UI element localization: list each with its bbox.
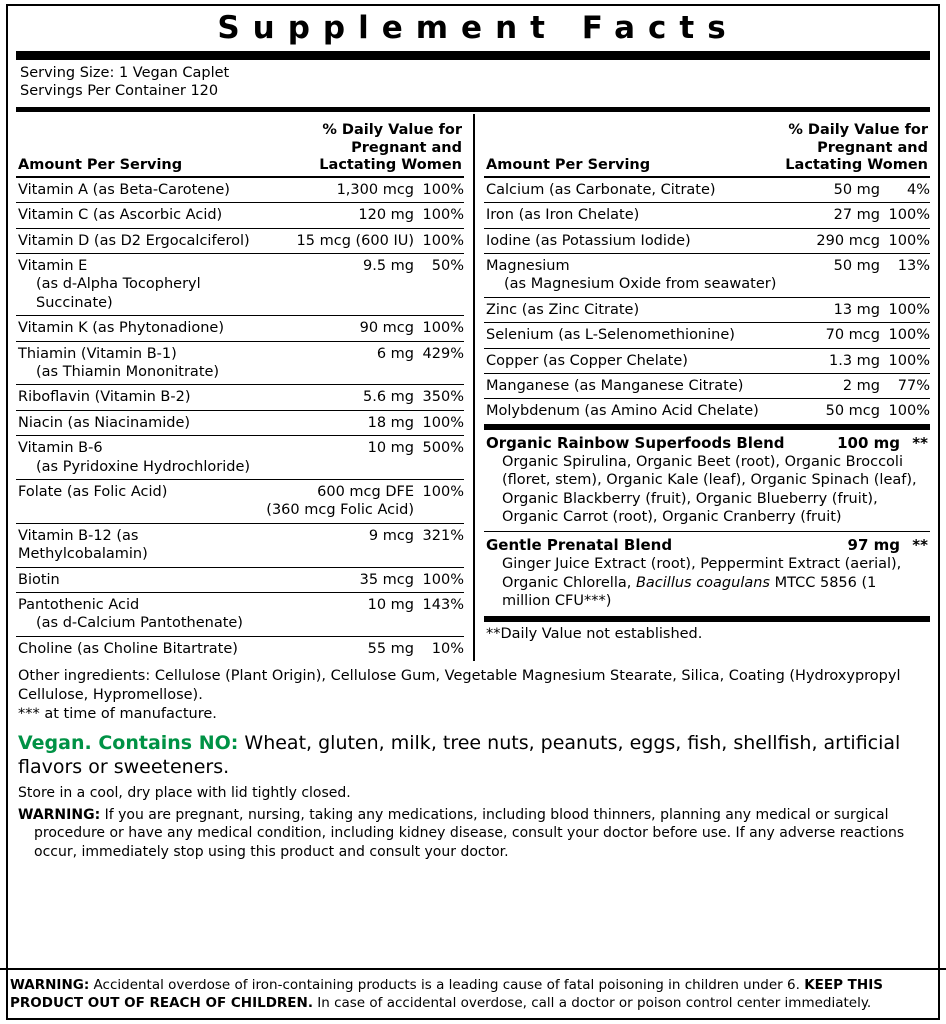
nutrient-daily-value: 321% <box>414 523 464 567</box>
table-row <box>484 253 930 297</box>
nutrient-table-left <box>16 176 464 662</box>
table-row <box>16 480 464 524</box>
nutrient-daily-value: 350% <box>414 385 464 410</box>
nutrient-daily-value: 100% <box>880 348 930 373</box>
nutrient-name: Vitamin D (as D2 Ergocalciferol) <box>16 228 264 253</box>
table-row <box>16 636 464 661</box>
iron-warning-keep-out: KEEP THIS PRODUCT OUT OF REACH OF CHILDREN. <box>10 976 883 1011</box>
general-warning-text: If you are pregnant, nursing, taking any medications, including blood thinners, planning any medical or surgical procedure or have any medical condition, including kidney disease, consult your doctor before use. If any adverse reactions occur, immediately stop using this product and consult your doctor. <box>34 806 905 860</box>
nutrient-name: Vitamin A (as Beta-Carotene) <box>16 177 264 203</box>
table-row <box>16 177 464 203</box>
nutrient-amount: 90 mcg <box>264 316 414 341</box>
amount-per-serving-label-left: Amount Per Serving <box>18 156 183 173</box>
supplement-facts-panel <box>6 4 940 1020</box>
nutrition-column-right <box>473 114 930 662</box>
nutrient-name: Zinc (as Zinc Citrate) <box>484 297 807 322</box>
nutrient-source: (as Thiamin Mononitrate) <box>36 363 220 380</box>
column-header-left <box>16 114 464 176</box>
page-title: Supplement Facts <box>217 10 739 46</box>
nutrient-name: Vitamin B-6 (as Pyridoxine Hydrochloride) <box>16 436 264 480</box>
nutrient-name: Manganese (as Manganese Citrate) <box>484 373 807 398</box>
table-row <box>16 436 464 480</box>
nutrient-daily-value: 100% <box>414 567 464 592</box>
nutrient-amount: 27 mg <box>807 203 880 228</box>
nutrient-daily-value: 100% <box>414 410 464 435</box>
nutrient-amount: 50 mg <box>807 177 880 203</box>
table-row <box>484 348 930 373</box>
nutrient-amount: 15 mcg (600 IU) <box>264 228 414 253</box>
nutrient-daily-value: 100% <box>880 323 930 348</box>
table-row <box>16 253 464 315</box>
blend-ingredients-pre: Ginger Juice Extract (root), Peppermint Extract (aerial), Organic Chlorella, <box>502 556 902 591</box>
nutrient-name: Calcium (as Carbonate, Citrate) <box>484 177 807 203</box>
blend-gentle-prenatal <box>484 531 930 615</box>
nutrient-name: Riboflavin (Vitamin B-2) <box>16 385 264 410</box>
blend-ingredient-species: Bacillus coagulans <box>635 574 770 591</box>
blend-ingredients: Organic Spirulina, Organic Beet (root), Organic Broccoli (floret, stem), Organic Kale (leaf), Organic Spinach (leaf), Organic Blackberry (fruit), Organic Blueberry (fruit), Organic Carrot (root), Organic Cranberry (fruit) <box>502 453 917 526</box>
table-row <box>484 203 930 228</box>
nutrient-daily-value: 100% <box>414 177 464 203</box>
nutrient-table-right <box>484 176 930 424</box>
nutrient-name: Selenium (as L-Selenomethionine) <box>484 323 807 348</box>
nutrient-daily-value: 100% <box>880 228 930 253</box>
table-row <box>484 177 930 203</box>
nutrient-name: Biotin <box>16 567 264 592</box>
nutrient-name: Vitamin K (as Phytonadione) <box>16 316 264 341</box>
nutrient-amount: 290 mcg <box>807 228 880 253</box>
nutrition-columns <box>16 114 930 662</box>
nutrient-amount: 120 mg <box>264 203 414 228</box>
table-row <box>484 297 930 322</box>
nutrient-amount: 18 mg <box>264 410 414 435</box>
nutrient-amount: 5.6 mg <box>264 385 414 410</box>
vegan-statement <box>18 731 928 780</box>
manufacture-note: *** at time of manufacture. <box>18 705 217 722</box>
table-row <box>16 385 464 410</box>
nutrient-daily-value: 100% <box>414 480 464 524</box>
table-row <box>16 567 464 592</box>
nutrient-daily-value: 500% <box>414 436 464 480</box>
nutrient-source: (as Magnesium Oxide from seawater) <box>504 276 777 293</box>
nutrient-daily-value: 13% <box>880 253 930 297</box>
nutrient-daily-value: 50% <box>414 253 464 315</box>
nutrient-amount: 50 mcg <box>807 399 880 424</box>
blend-dv: ** <box>912 433 928 452</box>
nutrient-daily-value: 100% <box>880 203 930 228</box>
nutrient-daily-value: 143% <box>414 593 464 637</box>
nutrient-name: Pantothenic Acid (as d-Calcium Pantothenate) <box>16 593 264 637</box>
blend-dv: ** <box>912 536 928 555</box>
nutrient-name: Vitamin B-12 (as Methylcobalamin) <box>16 523 264 567</box>
nutrient-name: Vitamin C (as Ascorbic Acid) <box>16 203 264 228</box>
blend-amount: 100 mg <box>837 433 900 452</box>
nutrient-daily-value: 10% <box>414 636 464 661</box>
nutrient-amount: 1,300 mcg <box>264 177 414 203</box>
nutrient-daily-value: 100% <box>880 297 930 322</box>
blend-header <box>486 536 928 554</box>
table-row <box>484 373 930 398</box>
table-row <box>16 410 464 435</box>
nutrient-name: Choline (as Choline Bitartrate) <box>16 636 264 661</box>
nutrient-amount: 1.3 mg <box>807 348 880 373</box>
nutrient-daily-value: 100% <box>414 228 464 253</box>
servings-per-container: Servings Per Container 120 <box>20 83 219 100</box>
other-ingredients: Other ingredients: Cellulose (Plant Origin), Cellulose Gum, Vegetable Magnesium Stearate, Silica, Coating (Hydroxypropyl Cellulose, Hypromellose). <box>18 668 901 704</box>
vegan-label: Vegan. Contains NO: <box>18 731 239 754</box>
vegan-allergen-text: Wheat, gluten, milk, tree nuts, peanuts, eggs, fish, shellfish, artificial flavors or sweeteners. <box>18 731 901 779</box>
nutrient-amount: 9 mcg <box>264 523 414 567</box>
nutrient-daily-value: 100% <box>414 203 464 228</box>
nutrient-amount: 9.5 mg <box>264 253 414 315</box>
nutrient-amount: 13 mg <box>807 297 880 322</box>
nutrient-name: Molybdenum (as Amino Acid Chelate) <box>484 399 807 424</box>
general-warning-label: WARNING: <box>18 806 101 823</box>
nutrient-name: Niacin (as Niacinamide) <box>16 410 264 435</box>
table-row <box>16 228 464 253</box>
nutrient-source: (as d-Calcium Pantothenate) <box>36 615 243 632</box>
nutrient-name: Copper (as Copper Chelate) <box>484 348 807 373</box>
nutrient-amount: 6 mg <box>264 341 414 385</box>
table-row <box>484 228 930 253</box>
column-header-right <box>484 114 930 176</box>
table-row <box>16 523 464 567</box>
blend-name: Gentle Prenatal Blend <box>486 536 673 555</box>
iron-warning-box <box>0 968 946 1016</box>
serving-size: Serving Size: 1 Vegan Caplet <box>20 64 230 81</box>
nutrient-daily-value: 100% <box>880 399 930 424</box>
bottom-text-block <box>16 667 930 861</box>
daily-value-footnote: **Daily Value not established. <box>484 616 930 644</box>
nutrition-column-left <box>16 114 473 662</box>
nutrient-amount: 35 mcg <box>264 567 414 592</box>
nutrient-daily-value: 77% <box>880 373 930 398</box>
iron-warning-text-2: In case of accidental overdose, call a doctor or poison control center immediately. <box>312 994 872 1011</box>
blend-header <box>486 434 928 452</box>
nutrient-name: Folate (as Folic Acid) <box>16 480 264 524</box>
nutrient-name: Magnesium (as Magnesium Oxide from seawater) <box>484 253 807 297</box>
nutrient-daily-value: 100% <box>414 316 464 341</box>
nutrient-name: Iron (as Iron Chelate) <box>484 203 807 228</box>
nutrient-amount-secondary: (360 mcg Folic Acid) <box>266 502 414 519</box>
storage-instructions: Store in a cool, dry place with lid tightly closed. <box>18 785 351 802</box>
blend-amount: 97 mg <box>847 536 900 555</box>
nutrient-amount: 10 mg <box>264 436 414 480</box>
amount-per-serving-label-right: Amount Per Serving <box>486 156 651 173</box>
nutrient-name: Iodine (as Potassium Iodide) <box>484 228 807 253</box>
blend-ingredients <box>486 554 928 610</box>
nutrient-daily-value: 429% <box>414 341 464 385</box>
nutrient-amount: 600 mcg DFE (360 mcg Folic Acid) <box>264 480 414 524</box>
general-warning <box>18 806 928 861</box>
nutrient-name: Vitamin E (as d-Alpha Tocopheryl Succinate) <box>16 253 264 315</box>
iron-warning-label: WARNING: <box>10 976 90 993</box>
nutrient-amount: 70 mcg <box>807 323 880 348</box>
nutrient-source: (as Pyridoxine Hydrochloride) <box>36 458 251 475</box>
serving-info <box>16 60 930 107</box>
table-row <box>16 593 464 637</box>
nutrient-amount: 55 mg <box>264 636 414 661</box>
blend-ingredients-post: MTCC 5856 (1 million CFU***) <box>502 574 877 610</box>
table-row <box>484 323 930 348</box>
title-divider <box>16 51 930 60</box>
nutrient-daily-value: 4% <box>880 177 930 203</box>
blend-name: Organic Rainbow Superfoods Blend <box>486 433 785 452</box>
nutrient-source: (as d-Alpha Tocopheryl Succinate) <box>36 276 201 311</box>
blend-organic-rainbow-superfoods <box>484 424 930 532</box>
nutrient-name: Thiamin (Vitamin B-1) (as Thiamin Mononitrate) <box>16 341 264 385</box>
nutrient-amount: 2 mg <box>807 373 880 398</box>
table-row <box>484 399 930 424</box>
table-row <box>16 341 464 385</box>
table-row <box>16 316 464 341</box>
daily-value-header-right: % Daily Value for Pregnant and Lactating Women <box>785 122 928 173</box>
table-row <box>16 203 464 228</box>
serving-divider <box>16 107 930 112</box>
daily-value-header-left: % Daily Value for Pregnant and Lactating Women <box>319 122 462 173</box>
nutrient-amount: 50 mg <box>807 253 880 297</box>
iron-warning-text-1: Accidental overdose of iron-containing products is a leading cause of fatal poisoning in children under 6. <box>89 976 805 993</box>
nutrient-amount: 10 mg <box>264 593 414 637</box>
